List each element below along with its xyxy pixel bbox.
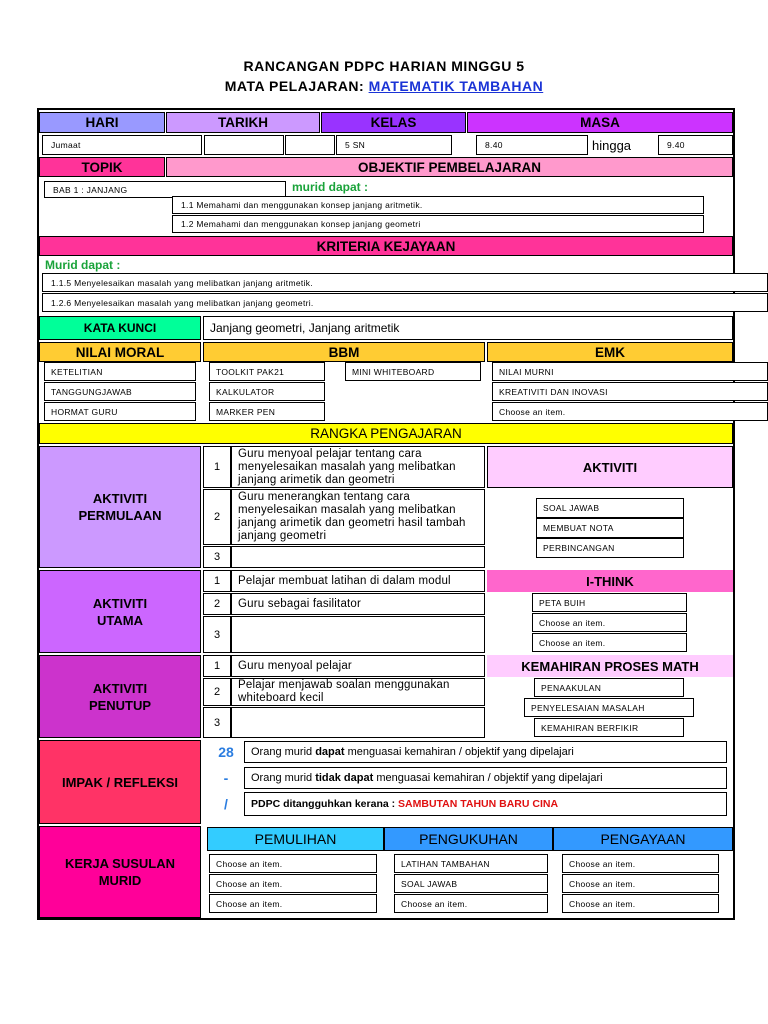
- nilai-moral-1[interactable]: KETELITIAN: [44, 362, 196, 381]
- penutup-step-2[interactable]: Pelajar menjawab soalan menggunakan whiteboard kecil: [231, 678, 485, 706]
- impak-dapat-text: [244, 741, 727, 763]
- permulaan-num-2: 2: [203, 489, 231, 545]
- nilai-moral-3[interactable]: HORMAT GURU: [44, 402, 196, 421]
- nilai-moral-header: NILAI MORAL: [39, 342, 201, 362]
- ithink-header: I-THINK: [487, 570, 733, 592]
- bbm-header: BBM: [203, 342, 485, 362]
- impak-tangguh-mark[interactable]: /: [224, 796, 228, 812]
- impak-dapat-suffix: menguasai kemahiran / objektif yang dipelajari: [347, 746, 574, 758]
- kelas-field[interactable]: 5 SN: [336, 135, 452, 155]
- ithink-1[interactable]: PETA BUIH: [532, 593, 687, 612]
- impak-dapat-bold: dapat: [315, 746, 345, 758]
- tarikh-field-2[interactable]: [285, 135, 335, 155]
- kata-kunci-header: KATA KUNCI: [39, 316, 201, 340]
- pemulihan-3[interactable]: Choose an item.: [209, 894, 377, 913]
- impak-tangguh-reason[interactable]: SAMBUTAN TAHUN BARU CINA: [398, 798, 559, 810]
- objektif-item-2[interactable]: 1.2 Memahami dan menggunakan konsep janjang geometri: [172, 215, 704, 233]
- pengukuhan-header: PENGUKUHAN: [384, 827, 553, 851]
- pengukuhan-1[interactable]: LATIHAN TAMBAHAN: [394, 854, 548, 873]
- bbm-3[interactable]: MARKER PEN: [209, 402, 325, 421]
- aktiviti-side-1[interactable]: SOAL JAWAB: [536, 498, 684, 518]
- bbm-2[interactable]: KALKULATOR: [209, 382, 325, 401]
- kpm-3[interactable]: KEMAHIRAN BERFIKIR: [534, 718, 684, 737]
- pengayaan-2[interactable]: Choose an item.: [562, 874, 719, 893]
- permulaan-step-3[interactable]: [231, 546, 485, 568]
- aktiviti-side-header: AKTIVITI: [487, 446, 733, 488]
- penutup-num-3: 3: [203, 707, 231, 738]
- permulaan-num-1: 1: [203, 446, 231, 488]
- emk-1[interactable]: NILAI MURNI: [492, 362, 768, 381]
- utama-step-3[interactable]: [231, 616, 485, 653]
- bbm-1[interactable]: TOOLKIT PAK21: [209, 362, 325, 381]
- kriteria-item-2[interactable]: 1.2.6 Menyelesaikan masalah yang melibatkan janjang geometri.: [42, 293, 768, 312]
- hingga-label: hingga: [592, 137, 632, 153]
- masa-start-field[interactable]: 8.40: [476, 135, 588, 155]
- pengayaan-1[interactable]: Choose an item.: [562, 854, 719, 873]
- emk-2[interactable]: KREATIVITI DAN INOVASI: [492, 382, 768, 401]
- utama-num-1: 1: [203, 570, 231, 592]
- rangka-header: RANGKA PENGAJARAN: [39, 423, 733, 444]
- permulaan-step-2[interactable]: Guru menerangkan tentang cara menyelesaikan masalah yang melibatkan janjang arimetik dan geometri hasil tambah janjang geometri: [231, 489, 485, 545]
- impak-tidak-bold: tidak dapat: [315, 772, 374, 784]
- objektif-murid-dapat: murid dapat :: [292, 180, 369, 194]
- subject-prefix: MATA PELAJARAN:: [224, 78, 369, 94]
- penutup-num-2: 2: [203, 678, 231, 706]
- permulaan-step-1[interactable]: Guru menyoal pelajar tentang cara menyelesaikan masalah yang melibatkan janjang arimetik dan geometri: [231, 446, 485, 488]
- nilai-moral-2[interactable]: TANGGUNGJAWAB: [44, 382, 196, 401]
- bbm-4[interactable]: MINI WHITEBOARD: [345, 362, 481, 381]
- masa-header: MASA: [467, 112, 733, 133]
- impak-tidak-text: [244, 767, 727, 789]
- emk-3[interactable]: Choose an item.: [492, 402, 768, 421]
- masa-end-field[interactable]: 9.40: [658, 135, 733, 155]
- objektif-header: OBJEKTIF PEMBELAJARAN: [166, 157, 733, 177]
- kriteria-header: KRITERIA KEJAYAAN: [39, 236, 733, 256]
- aktiviti-side-3[interactable]: PERBINCANGAN: [536, 538, 684, 558]
- ithink-3[interactable]: Choose an item.: [532, 633, 687, 652]
- impak-count-tidak[interactable]: -: [223, 770, 229, 786]
- aktiviti-utama-label: AKTIVITI UTAMA: [39, 570, 201, 653]
- pemulihan-1[interactable]: Choose an item.: [209, 854, 377, 873]
- tarikh-field-1[interactable]: [204, 135, 284, 155]
- utama-step-1[interactable]: Pelajar membuat latihan di dalam modul: [231, 570, 485, 592]
- impak-tangguh-text: [244, 792, 727, 816]
- pengayaan-header: PENGAYAAN: [553, 827, 733, 851]
- ithink-2[interactable]: Choose an item.: [532, 613, 687, 632]
- kata-kunci-field[interactable]: Janjang geometri, Janjang aritmetik: [203, 316, 733, 340]
- permulaan-num-3: 3: [203, 546, 231, 568]
- pengukuhan-2[interactable]: SOAL JAWAB: [394, 874, 548, 893]
- penutup-step-1[interactable]: Guru menyoal pelajar: [231, 655, 485, 677]
- aktiviti-side-2[interactable]: MEMBUAT NOTA: [536, 518, 684, 538]
- kpm-2[interactable]: PENYELESAIAN MASALAH: [524, 698, 694, 717]
- utama-num-2: 2: [203, 593, 231, 615]
- topik-header: TOPIK: [39, 157, 165, 177]
- subject-line: [0, 78, 768, 94]
- aktiviti-penutup-label: AKTIVITI PENUTUP: [39, 655, 201, 738]
- emk-header: EMK: [487, 342, 733, 362]
- kerja-susulan-label: KERJA SUSULAN MURID: [39, 826, 201, 918]
- page-title: RANCANGAN PDPC HARIAN MINGGU 5: [243, 58, 525, 74]
- subject-link[interactable]: MATEMATIK TAMBAHAN: [368, 78, 544, 94]
- pemulihan-2[interactable]: Choose an item.: [209, 874, 377, 893]
- kpm-1[interactable]: PENAAKULAN: [534, 678, 684, 697]
- objektif-item-1[interactable]: 1.1 Memahami dan menggunakan konsep janjang aritmetik.: [172, 196, 704, 214]
- kriteria-murid-dapat: Murid dapat :: [45, 258, 121, 272]
- utama-step-2[interactable]: Guru sebagai fasilitator: [231, 593, 485, 615]
- penutup-num-1: 1: [203, 655, 231, 677]
- impak-tangguh-prefix: PDPC ditangguhkan kerana :: [251, 798, 396, 810]
- impak-tidak-prefix: Orang murid: [251, 772, 313, 784]
- kriteria-item-1[interactable]: 1.1.5 Menyelesaikan masalah yang melibatkan janjang aritmetik.: [42, 273, 768, 292]
- pemulihan-header: PEMULIHAN: [207, 827, 384, 851]
- impak-count-dapat[interactable]: 28: [218, 744, 234, 760]
- topik-field[interactable]: BAB 1 : JANJANG: [44, 181, 286, 198]
- impak-tidak-suffix: menguasai kemahiran / objektif yang dipelajari: [376, 772, 603, 784]
- hari-field[interactable]: Jumaat: [42, 135, 202, 155]
- impak-dapat-prefix: Orang murid: [251, 746, 313, 758]
- pengayaan-3[interactable]: Choose an item.: [562, 894, 719, 913]
- pengukuhan-3[interactable]: Choose an item.: [394, 894, 548, 913]
- aktiviti-permulaan-label: AKTIVITI PERMULAAN: [39, 446, 201, 568]
- kelas-header: KELAS: [321, 112, 466, 133]
- penutup-step-3[interactable]: [231, 707, 485, 738]
- utama-num-3: 3: [203, 616, 231, 653]
- impak-refleksi-label: IMPAK / REFLEKSI: [39, 740, 201, 824]
- tarikh-header: TARIKH: [166, 112, 320, 133]
- hari-header: HARI: [39, 112, 165, 133]
- kemahiran-proses-math-header: KEMAHIRAN PROSES MATH: [487, 655, 733, 677]
